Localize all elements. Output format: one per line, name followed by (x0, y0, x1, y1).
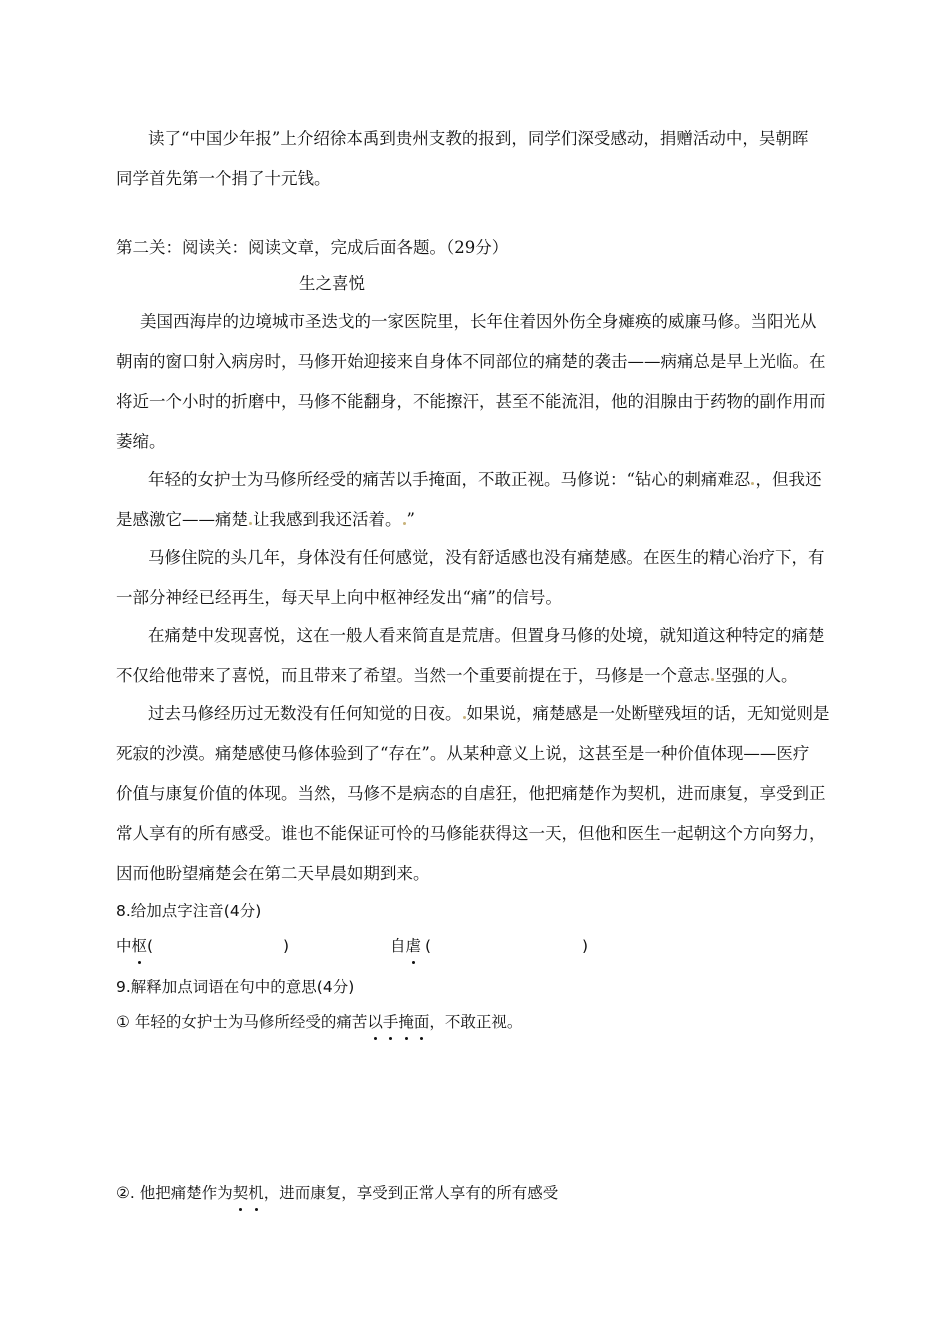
p2-line-2-mid: 让我感到我还活着。 (253, 510, 402, 529)
q9-sentence-2 (116, 1182, 558, 1204)
p5-line-1-text: 过去马修经历过无数没有任何知觉的日夜。 (148, 704, 462, 723)
q9-s1-dotted-char: 手 (382, 1013, 399, 1031)
p1-line-3: 将近一个小时的折磨中，马修不能翻身，不能擦汗，甚至不能流泪，他的泪腺由于药物的副作用而 (116, 392, 826, 411)
stray-mark (463, 716, 466, 719)
p4-line-2-tail: 坚强的人。 (715, 666, 798, 685)
section-heading: 第二关：阅读关：阅读文章，完成后面各题。（29分） (116, 238, 509, 257)
p5-line-4: 常人享有的所有感受。谁也不能保证可怜的马修能获得这一天，但他和医生一起朝这个方向努力， (116, 824, 826, 843)
p2-line-1-text: 年轻的女护士为马修所经受的痛苦以手掩面，不敢正视。马修说：“钻心的刺痛难忍 (148, 470, 751, 489)
p2-line-2-tail: ” (406, 510, 415, 529)
p5-line-3: 价值与康复价值的体现。当然，马修不是病态的自虐狂，他把痛楚作为契机，进而康复，享受到正 (116, 784, 826, 803)
q8-item-1-dotted-char: 枢 (131, 937, 148, 955)
p1-line-4: 萎缩。 (116, 432, 166, 451)
intro-line-2: 同学首先第一个捐了十元钱。 (116, 169, 331, 188)
q8-item-2-close: ) (582, 937, 589, 955)
p5-line-2: 死寂的沙漠。痛楚感使马修体验到了“存在”。从某种意义上说，这甚至是一种价值体现——医疗 (116, 744, 810, 763)
q8-item-1-char: 中 (116, 937, 132, 955)
p5-line-1-tail: 如果说，痛楚感是一处断壁残垣的话，无知觉则是 (466, 704, 830, 723)
q9-sentence-1 (116, 1011, 522, 1033)
q9-s1-text: ① 年轻的女护士为马修所经受的痛苦 (116, 1013, 368, 1031)
p3-line-2: 一部分神经已经再生，每天早上向中枢神经发出“痛”的信号。 (116, 588, 562, 607)
q9-s2-dotted-char: 机 (248, 1184, 264, 1202)
p2-line-1 (148, 469, 821, 491)
stray-mark (711, 678, 714, 681)
q8-item-2 (390, 935, 431, 957)
q8-item-1-close: ) (283, 937, 290, 955)
p1-line-2: 朝南的窗口射入病房时，马修开始迎接来自身体不同部位的痛楚的袭击——病痛总是早上光临。在 (116, 352, 826, 371)
intro-line-1: 读了“中国少年报”上介绍徐本禹到贵州支教的报到，同学们深受感动，捐赠活动中，吴朝晖 (148, 129, 809, 148)
p2-line-1-tail: ，但我还 (755, 470, 822, 489)
q8-item-1 (116, 935, 153, 957)
q8-item-2-open: ( (425, 937, 432, 955)
q9-s1-tail: ，不敢正视。 (429, 1013, 523, 1031)
q8-item-1-open: ( (147, 937, 154, 955)
p2-line-2-text: 是感激它——痛楚 (116, 510, 248, 529)
q9-s2-tail: ，进而康复，享受到正常人享有的所有感受 (263, 1184, 559, 1202)
stray-mark (249, 522, 252, 525)
q9-s1-dotted-char: 以 (367, 1013, 383, 1031)
q9-s1-dotted-char: 掩 (398, 1013, 414, 1031)
q8-item-2-char: 自 (390, 937, 406, 955)
p4-line-2-text: 不仅给他带来了喜悦，而且带来了希望。当然一个重要前提在于，马修是一个意志 (116, 666, 710, 685)
stray-mark (403, 522, 406, 525)
article-title: 生之喜悦 (299, 274, 365, 293)
q9-s2-dotted-char: 契 (232, 1184, 249, 1202)
q8-item-2-dotted-char: 虐 (405, 937, 422, 955)
q9-s2-text: ②. 他把痛楚作为 (116, 1184, 233, 1202)
p3-line-1: 马修住院的头几年，身体没有任何感觉，没有舒适感也没有痛楚感。在医生的精心治疗下，有 (148, 548, 825, 567)
p2-line-2 (116, 509, 415, 531)
q9-s1-dotted-char: 面 (413, 1013, 430, 1031)
p5-line-5: 因而他盼望痛楚会在第二天早晨如期到来。 (116, 864, 430, 883)
q8-prompt: 8.给加点字注音(4分) (116, 902, 262, 920)
p1-line-1: 美国西海岸的边境城市圣迭戈的一家医院里，长年住着因外伤全身瘫痪的威廉马修。当阳光从 (140, 312, 817, 331)
q9-prompt: 9.解释加点词语在句中的意思(4分) (116, 978, 355, 996)
p4-line-2 (116, 665, 798, 687)
p5-line-1 (148, 703, 830, 725)
p4-line-1: 在痛楚中发现喜悦，这在一般人看来简直是荒唐。但置身马修的处境，就知道这种特定的痛楚 (148, 626, 825, 645)
stray-mark (751, 482, 754, 485)
